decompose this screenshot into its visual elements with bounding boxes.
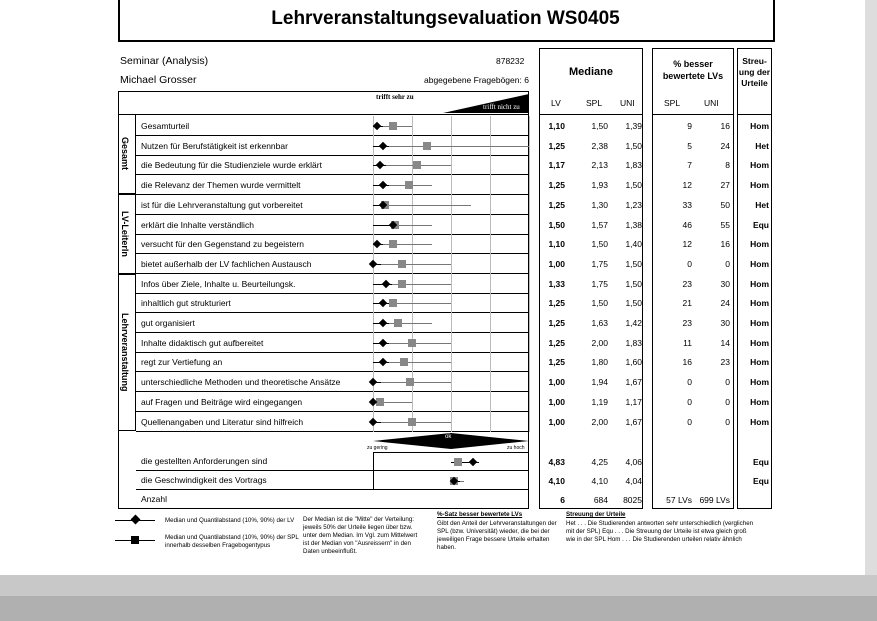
spl-median-marker xyxy=(413,161,421,169)
scan-bottom-band-dark xyxy=(0,596,877,621)
grid-line xyxy=(490,155,491,175)
grid-line xyxy=(451,352,452,372)
median-spl: 1,94 xyxy=(591,377,608,388)
pct-uni: 0 xyxy=(725,396,730,407)
item-label: Gesamturteil xyxy=(141,121,190,131)
pct-spl: 57 LVs xyxy=(666,495,692,505)
medians-frame xyxy=(539,48,643,509)
grid-line xyxy=(490,234,491,254)
spl-median-marker xyxy=(408,339,416,347)
legend-spread-text: Het . . . Die Studierenden antworten sehr unterschiedlich (verglichen mit der SPL) Equ . . . Die Streuung der Urteile ist etwa gleich groß wie in der SPL Hom . . . Die Studierenden urteilen relativ ähnlich xyxy=(566,520,754,543)
median-uni: 4,04 xyxy=(625,476,642,486)
grid-line xyxy=(451,293,452,313)
median-lv: 4,10 xyxy=(548,476,565,486)
median-uni: 1,67 xyxy=(625,377,642,388)
median-lv: 1,25 xyxy=(548,357,565,368)
pct-uni: 14 xyxy=(720,337,730,348)
grid-line xyxy=(529,333,530,353)
spread-value: Het xyxy=(755,140,769,151)
pct-spl: 0 xyxy=(687,258,692,269)
table-row xyxy=(136,215,529,235)
legend-spread-title: Streuung der Urteile xyxy=(566,511,626,518)
grid-line xyxy=(490,116,491,136)
median-uni: 1,83 xyxy=(625,337,642,348)
median-uni: 1,50 xyxy=(625,180,642,191)
pct-uni: 30 xyxy=(720,318,730,328)
item-label: inhaltlich gut strukturiert xyxy=(141,298,231,309)
median-uni: 1,17 xyxy=(625,396,642,407)
grid-line xyxy=(451,175,452,195)
col-uni-header: UNI xyxy=(620,98,635,108)
scale2-right-label: zu hoch xyxy=(507,445,525,451)
median-uni: 1,67 xyxy=(625,416,642,427)
table-row xyxy=(136,274,529,294)
median-lv: 1,33 xyxy=(548,278,565,289)
median-uni: 4,06 xyxy=(625,457,642,467)
anzahl-row xyxy=(136,490,529,509)
median-lv: 1,25 xyxy=(548,199,565,210)
spread-value: Hom xyxy=(750,337,769,348)
scale-header xyxy=(373,91,529,115)
item-label: gut organisiert xyxy=(141,318,195,328)
item-label: bietet außerhalb der LV fachlichen Austausch xyxy=(141,258,312,269)
scale-left-label: trifft sehr zu xyxy=(376,93,414,101)
median-spl: 1,19 xyxy=(591,396,608,407)
median-lv: 1,25 xyxy=(548,318,565,328)
pct-spl: 33 xyxy=(682,199,692,210)
legend-median-text: Der Median ist die "Mitte" der Verteilung: jeweils 50% der Urteile liegen über bzw. unter dem Median. Im Vgl. zum Mittelwert ist der Median von "Ausreissern" in den Daten unbeeinflußt. xyxy=(303,516,418,555)
spl-median-marker xyxy=(389,122,397,130)
grid-line xyxy=(451,333,452,353)
item-label: Inhalte didaktisch gut aufbereitet xyxy=(141,337,264,348)
item-label: erklärt die Inhalte verständlich xyxy=(141,219,254,230)
percent-frame xyxy=(652,48,734,509)
median-spl: 4,10 xyxy=(591,476,608,486)
spread-value: Hom xyxy=(750,160,769,171)
pct-spl: 12 xyxy=(682,239,692,250)
legend-lv-diamond xyxy=(131,515,141,525)
median-uni: 1,23 xyxy=(625,199,642,210)
label-divider xyxy=(373,471,374,490)
grid-line xyxy=(529,215,530,235)
legend-pct-title: %-Satz besser bewertete LVs xyxy=(437,511,523,518)
spread-frame xyxy=(737,48,772,509)
pct-spl: 46 xyxy=(682,219,692,230)
grid-line xyxy=(451,254,452,274)
grid-line xyxy=(490,352,491,372)
median-spl: 684 xyxy=(593,495,608,505)
medians-divider xyxy=(539,114,643,115)
median-lv: 1,25 xyxy=(548,140,565,151)
spread-value: Hom xyxy=(750,278,769,289)
scale2-header xyxy=(367,431,529,453)
spl-range-line xyxy=(373,146,529,147)
pct-spl: 23 xyxy=(682,278,692,289)
pct-uni: 16 xyxy=(720,239,730,250)
grid-line xyxy=(490,372,491,392)
spread-value: Equ xyxy=(752,219,769,230)
scale-right-label: trifft nicht zu xyxy=(483,103,520,111)
spl-median-marker xyxy=(405,181,413,189)
table-row xyxy=(136,175,529,195)
grid-line xyxy=(529,234,530,254)
median-lv: 1,25 xyxy=(548,337,565,348)
median-spl: 1,93 xyxy=(591,180,608,191)
grid-line xyxy=(529,195,530,215)
spl-median-marker xyxy=(406,378,414,386)
spread-divider xyxy=(737,114,772,115)
median-uni: 1,60 xyxy=(625,357,642,368)
grid-line xyxy=(490,333,491,353)
median-spl: 1,30 xyxy=(591,199,608,210)
table-row xyxy=(136,392,529,412)
col-lv-header: LV xyxy=(551,98,561,108)
grid-line xyxy=(529,293,530,313)
item-label: die Relevanz der Themen wurde vermittelt xyxy=(141,180,301,191)
pct-uni: 23 xyxy=(720,357,730,368)
median-uni: 1,50 xyxy=(625,298,642,309)
median-lv: 1,25 xyxy=(548,180,565,191)
grid-line xyxy=(451,116,452,136)
grid-line xyxy=(490,254,491,274)
percent-header: % besser bewertete LVs xyxy=(662,59,724,81)
course-name: Seminar (Analysis) xyxy=(120,55,209,67)
table-row xyxy=(136,234,529,254)
legend-pct-text: Gibt den Anteil der Lehrveranstaltungen der SPL (bzw. Universität) wieder, die bei der jeweiligen Frage bessere Urteile erhalten haben. xyxy=(437,520,557,551)
median-lv: 1,00 xyxy=(548,396,565,407)
table-row xyxy=(136,293,529,313)
spread-value: Hom xyxy=(750,357,769,368)
table-row xyxy=(136,313,529,333)
grid-line xyxy=(412,392,413,412)
grid-line xyxy=(490,293,491,313)
grid-line xyxy=(490,313,491,333)
spl-median-marker xyxy=(400,358,408,366)
pct-spl: 11 xyxy=(683,337,692,348)
spread-value: Equ xyxy=(752,457,769,467)
legend-spl-text: Median und Quantilabstand (10%, 90%) der SPL innerhalb desselben Fragebogentypus xyxy=(165,534,299,549)
pct-spl: 7 xyxy=(687,160,692,171)
pct-uni: 55 xyxy=(720,219,730,230)
pct-uni: 24 xyxy=(720,140,730,151)
item-label: unterschiedliche Methoden und theoretische Ansätze xyxy=(141,377,341,388)
median-lv: 1,00 xyxy=(548,416,565,427)
pct-uni: 0 xyxy=(725,416,730,427)
median-spl: 1,75 xyxy=(591,258,608,269)
grid-line xyxy=(529,392,530,412)
spread-value: Hom xyxy=(750,298,769,309)
median-uni: 1,50 xyxy=(625,258,642,269)
pct-spl: 16 xyxy=(682,357,692,368)
median-spl: 2,00 xyxy=(591,337,608,348)
spread-value: Het xyxy=(755,199,769,210)
median-lv: 1,17 xyxy=(548,160,565,171)
group-label-gesamt: Gesamt xyxy=(120,137,130,171)
spread-value: Hom xyxy=(750,239,769,250)
grid-line xyxy=(490,412,491,432)
median-spl: 1,57 xyxy=(591,219,608,230)
table-row xyxy=(136,412,529,432)
grid-line xyxy=(490,195,491,215)
table-row xyxy=(136,352,529,372)
spl-median-marker xyxy=(389,240,397,248)
pct-uni: 8 xyxy=(725,160,730,171)
grid-line xyxy=(451,155,452,175)
grid-line xyxy=(529,352,530,372)
median-lv: 1,00 xyxy=(548,377,565,388)
grid-line xyxy=(529,372,530,392)
spread-value: Hom xyxy=(750,318,769,328)
pct-uni: 16 xyxy=(720,121,730,131)
percent-divider xyxy=(652,114,734,115)
grid-line xyxy=(451,215,452,235)
pct-spl: 21 xyxy=(682,298,692,309)
grid-line xyxy=(451,392,452,412)
spl-median-marker xyxy=(423,142,431,150)
median-uni: 1,50 xyxy=(625,140,642,151)
scale2-left-label: zu gering xyxy=(367,445,388,451)
grid-line xyxy=(529,412,530,432)
median-lv: 6 xyxy=(560,495,565,505)
grid-line xyxy=(490,392,491,412)
scale2-mid-label: ok xyxy=(445,434,452,440)
medians-header: Mediane xyxy=(568,66,613,78)
item-label: versucht für den Gegenstand zu begeistern xyxy=(141,239,305,250)
spl-median-marker xyxy=(389,299,397,307)
header-divider xyxy=(118,114,529,115)
lecturer-name: Michael Grosser xyxy=(120,74,197,86)
grid-line xyxy=(529,313,530,333)
median-spl: 1,50 xyxy=(591,239,608,250)
median-lv: 1,10 xyxy=(548,239,565,250)
spl-median-marker xyxy=(394,319,402,327)
grid-line xyxy=(451,234,452,254)
median-lv: 1,50 xyxy=(548,219,565,230)
median-uni: 1,50 xyxy=(625,278,642,289)
median-spl: 4,25 xyxy=(591,457,608,467)
grid-line xyxy=(490,175,491,195)
item-label: ist für die Lehrveranstaltung gut vorbereitet xyxy=(141,199,303,210)
col-spl-header: SPL xyxy=(586,98,603,108)
spread-header: Streu-ung der Urteile xyxy=(738,56,771,88)
item-label: die gestellten Anforderungen sind xyxy=(141,456,268,466)
median-uni: 1,39 xyxy=(625,121,642,131)
median-lv: 1,25 xyxy=(548,298,565,309)
pct-spl: 0 xyxy=(687,416,692,427)
grid-line xyxy=(529,254,530,274)
item-label: die Geschwindigkeit des Vortrags xyxy=(141,475,267,485)
pct-uni: 24 xyxy=(720,298,730,309)
col-pct-uni-header: UNI xyxy=(704,98,719,108)
pct-spl: 9 xyxy=(687,121,692,131)
median-spl: 1,75 xyxy=(591,278,608,289)
grid-line xyxy=(451,274,452,294)
col-pct-spl-header: SPL xyxy=(664,98,681,108)
pct-spl: 0 xyxy=(687,377,692,388)
item-label: Infos über Ziele, Inhalte u. Beurteilungsk. xyxy=(141,278,296,289)
spread-value: Hom xyxy=(750,416,769,427)
item-label: Quellenangaben und Literatur sind hilfreich xyxy=(141,416,304,427)
median-spl: 2,38 xyxy=(591,140,608,151)
spl-median-marker xyxy=(398,280,406,288)
pct-uni: 27 xyxy=(720,180,730,191)
pct-uni: 0 xyxy=(725,258,730,269)
grid-line xyxy=(490,215,491,235)
spread-value: Hom xyxy=(750,180,769,191)
median-spl: 1,80 xyxy=(591,357,608,368)
table-row xyxy=(136,116,529,136)
page-title: Lehrveranstaltungsevaluation WS0405 xyxy=(271,8,620,29)
label-divider xyxy=(373,452,374,471)
spl-median-marker xyxy=(454,458,462,466)
median-uni: 8025 xyxy=(623,495,642,505)
median-uni: 1,40 xyxy=(625,239,642,250)
pct-spl: 12 xyxy=(682,180,692,191)
median-uni: 1,42 xyxy=(625,318,642,328)
pct-uni: 699 LVs xyxy=(699,495,730,505)
scan-edge xyxy=(865,0,877,621)
median-spl: 2,13 xyxy=(591,160,608,171)
pct-spl: 5 xyxy=(687,140,692,151)
median-lv: 1,00 xyxy=(548,258,565,269)
spread-value: Equ xyxy=(752,476,769,486)
median-uni: 1,83 xyxy=(625,160,642,171)
table-row xyxy=(136,471,529,490)
spl-median-marker xyxy=(398,260,406,268)
median-spl: 1,63 xyxy=(591,318,608,328)
pct-uni: 0 xyxy=(725,377,730,388)
spread-value: Hom xyxy=(750,396,769,407)
table-row xyxy=(136,155,529,175)
median-spl: 1,50 xyxy=(591,298,608,309)
table-row xyxy=(136,333,529,353)
legend-lv-text: Median und Quantilabstand (10%, 90%) der LV xyxy=(165,517,295,524)
group-label-leiterin: LV-LeiterIn xyxy=(120,211,130,257)
grid-line xyxy=(529,175,530,195)
pct-uni: 50 xyxy=(720,199,730,210)
legend-spl-square xyxy=(131,536,139,544)
median-uni: 1,38 xyxy=(625,219,642,230)
grid-line xyxy=(451,313,452,333)
spread-value: Hom xyxy=(750,258,769,269)
median-lv: 1,10 xyxy=(548,121,565,131)
pct-spl: 0 xyxy=(687,396,692,407)
item-label: auf Fragen und Beiträge wird eingegangen xyxy=(141,396,303,407)
spl-median-marker xyxy=(408,418,416,426)
median-spl: 1,50 xyxy=(591,121,608,131)
pct-uni: 30 xyxy=(720,278,730,289)
returned-count: abgegebene Fragebögen: 6 xyxy=(424,75,529,85)
spl-range-line xyxy=(373,264,451,265)
grid-line xyxy=(451,412,452,432)
spl-median-marker xyxy=(376,398,384,406)
item-label: die Bedeutung für die Studienziele wurde erklärt xyxy=(141,160,322,171)
item-label: regt zur Vertiefung an xyxy=(141,357,223,368)
grid-line xyxy=(529,274,530,294)
table-row xyxy=(136,372,529,392)
anzahl-label: Anzahl xyxy=(141,494,167,504)
grid-line xyxy=(529,155,530,175)
spread-value: Hom xyxy=(750,377,769,388)
grid-line xyxy=(451,372,452,392)
median-lv: 4,83 xyxy=(548,457,565,467)
pct-spl: 23 xyxy=(682,318,692,328)
group-label-lv: Lehrveranstaltung xyxy=(120,313,130,392)
course-id: 878232 xyxy=(496,56,525,66)
grid-line xyxy=(529,136,530,156)
spread-value: Hom xyxy=(750,121,769,131)
median-spl: 2,00 xyxy=(591,416,608,427)
grid-line xyxy=(412,116,413,136)
table-row xyxy=(136,254,529,274)
grid-line xyxy=(529,116,530,136)
grid-line xyxy=(490,274,491,294)
item-label: Nutzen für Berufstätigkeit ist erkennbar xyxy=(141,140,288,151)
